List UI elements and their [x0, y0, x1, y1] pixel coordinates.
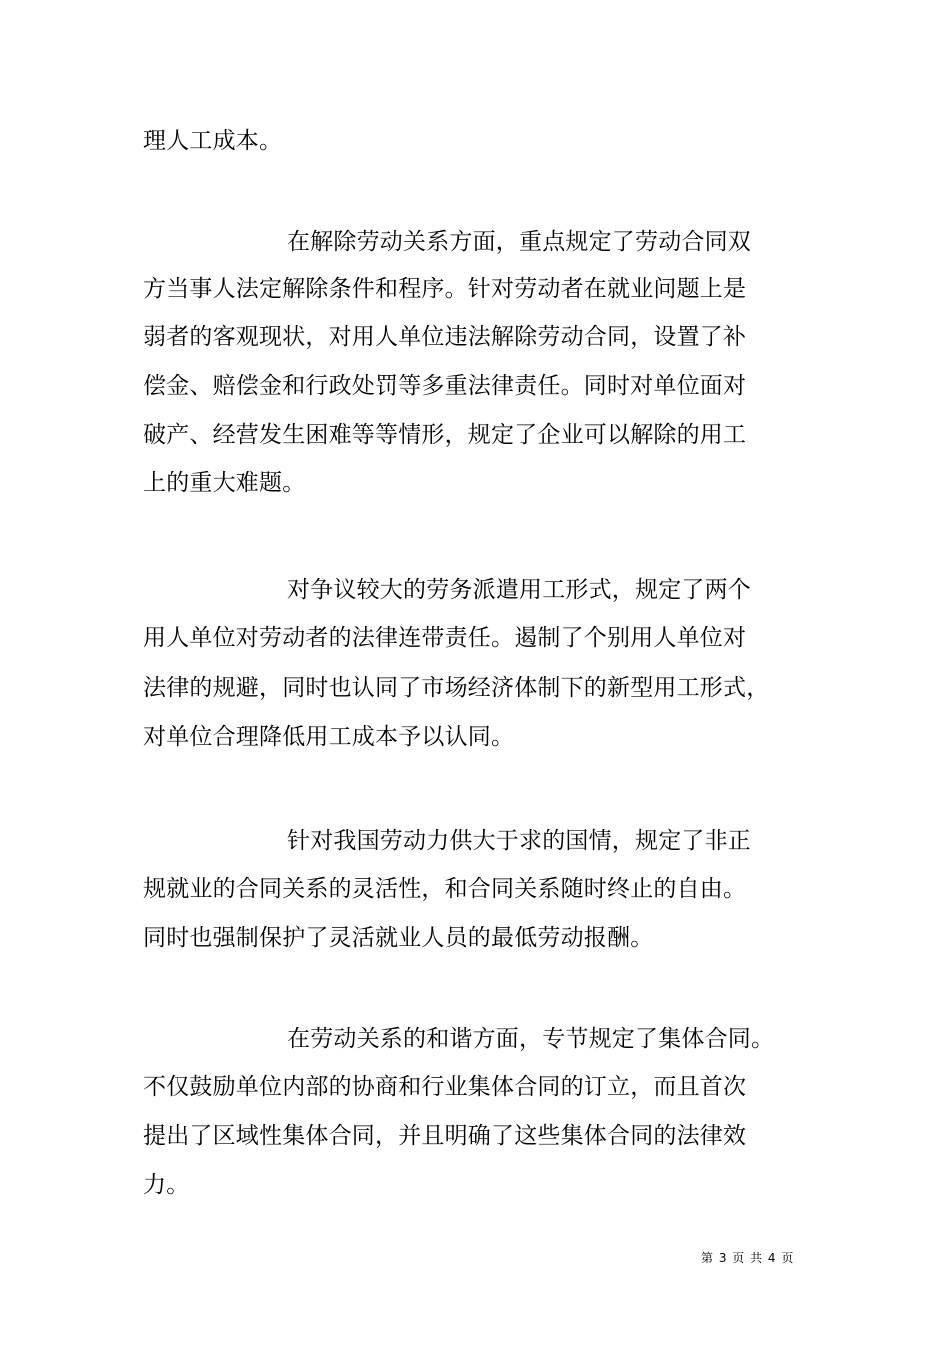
paragraph-2-line-5: 破产、经营发生困难等等情形，规定了企业可以解除的用工	[143, 422, 747, 448]
paragraph-3-line-3: 法律的规避，同时也认同了市场经济体制下的新型用工形式，	[143, 675, 770, 701]
page-number-footer: 第 3 页 共 4 页	[701, 1251, 795, 1265]
paragraph-1-line-1: 理人工成本。	[143, 128, 283, 154]
paragraph-5-line-1: 在劳动关系的和谐方面，专节规定了集体合同。	[287, 1026, 775, 1052]
paragraph-5-line-4: 力。	[143, 1172, 190, 1198]
paragraph-2-line-6: 上的重大难题。	[143, 470, 306, 496]
paragraph-2-line-1: 在解除劳动关系方面，重点规定了劳动合同双	[287, 229, 751, 255]
paragraph-3-line-2: 用人单位对劳动者的法律连带责任。遏制了个别用人单位对	[143, 625, 747, 651]
paragraph-3-line-1: 对争议较大的劳务派遣用工形式，规定了两个	[287, 577, 751, 603]
paragraph-4-line-2: 规就业的合同关系的灵活性，和合同关系随时终止的自由。	[143, 876, 747, 902]
paragraph-4-line-3: 同时也强制保护了灵活就业人员的最低劳动报酬。	[143, 925, 654, 951]
paragraph-2-line-3: 弱者的客观现状，对用人单位违法解除劳动合同，设置了补	[143, 324, 747, 350]
paragraph-3-line-4: 对单位合理降低用工成本予以认同。	[143, 724, 515, 750]
paragraph-4-line-1: 针对我国劳动力供大于求的国情，规定了非正	[287, 828, 751, 854]
paragraph-2-line-2: 方当事人法定解除条件和程序。针对劳动者在就业问题上是	[143, 276, 747, 302]
paragraph-2-line-4: 偿金、赔偿金和行政处罚等多重法律责任。同时对单位面对	[143, 373, 747, 399]
paragraph-5-line-3: 提出了区域性集体合同，并且明确了这些集体合同的法律效	[143, 1123, 747, 1149]
paragraph-5-line-2: 不仅鼓励单位内部的协商和行业集体合同的订立，而且首次	[143, 1074, 747, 1100]
